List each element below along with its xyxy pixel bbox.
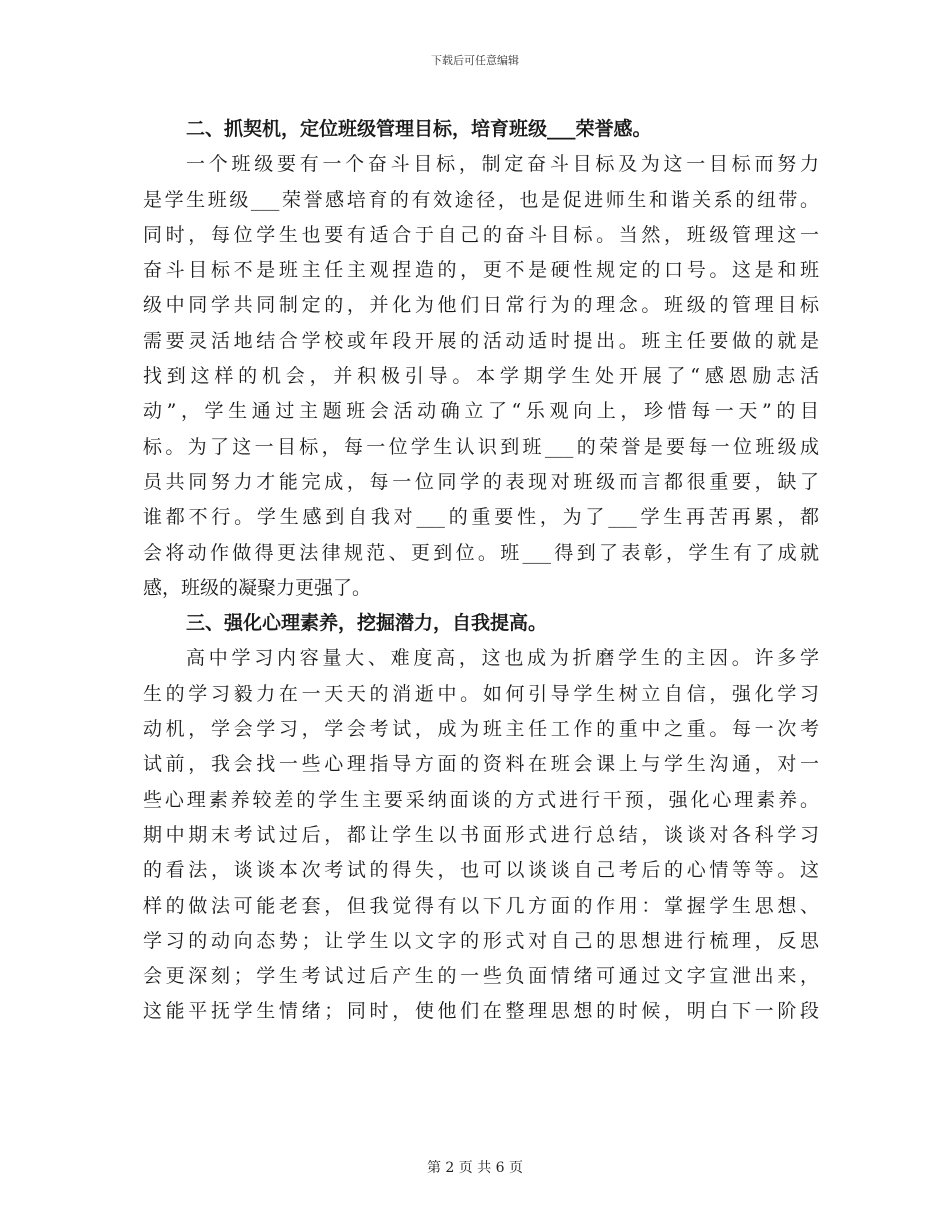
paragraph-line: 找到这样的机会，并积极引导。本学期学生处开展了“感恩励志活 [143, 365, 819, 388]
paragraph-line: 期中期末考试过后，都让学生以书面形式进行总结，谈谈对各科学习 [143, 823, 819, 846]
document-body [143, 112, 819, 1030]
paragraph-line: 会更深刻；学生考试过后产生的一些负面情绪可通过文字宣泄出来， [143, 965, 819, 988]
paragraph-line: 学习的动向态势；让学生以文字的形式对自己的思想进行梳理，反思 [143, 929, 819, 952]
paragraph-line: 些心理素养较差的学生主要采纳面谈的方式进行干预，强化心理素养。 [143, 788, 819, 811]
paragraph-line: 生的学习毅力在一天天的消逝中。如何引导学生树立自信，强化学习 [143, 682, 819, 705]
paragraph-line: 会将动作做得更法律规范、更到位。班___得到了表彰，学生有了成就 [143, 541, 819, 564]
paragraph-line: 动”，学生通过主题班会活动确立了“乐观向上，珍惜每一天”的目 [143, 400, 819, 423]
paragraph-line: 员共同努力才能完成，每一位同学的表现对班级而言都很重要，缺了 [143, 470, 819, 493]
section-heading-2: 二、抓契机，定位班级管理目标，培育班级___荣誉感。 [186, 118, 652, 140]
section-heading-3: 三、强化心理素养，挖掘潜力，自我提高。 [186, 612, 548, 635]
paragraph-line: 感，班级的凝聚力更强了。 [143, 576, 372, 599]
paragraph-line: 试前，我会找一些心理指导方面的资料在班会课上与学生沟通，对一 [143, 753, 819, 776]
paragraph-line: 是学生班级___荣誉感培育的有效途径，也是促进师生和谐关系的纽带。 [143, 188, 819, 211]
paragraph-line: 需要灵活地结合学校或年段开展的活动适时提出。班主任要做的就是 [143, 329, 819, 352]
page-header: 下载后可任意编辑 [431, 54, 519, 67]
paragraph-line: 高中学习内容量大、难度高，这也成为折磨学生的主因。许多学 [186, 647, 819, 670]
paragraph-line: 奋斗目标不是班主任主观捏造的，更不是硬性规定的口号。这是和班 [143, 259, 819, 282]
paragraph-line: 的看法，谈谈本次考试的得失，也可以谈谈自己考后的心情等等。这 [143, 859, 819, 882]
paragraph-line: 动机，学会学习，学会考试，成为班主任工作的重中之重。每一次考 [143, 718, 819, 741]
paragraph-line: 标。为了这一目标，每一位学生认识到班___的荣誉是要每一位班级成 [143, 435, 819, 458]
paragraph-line: 这能平抚学生情绪；同时，使他们在整理思想的时候，明白下一阶段 [143, 1000, 819, 1023]
paragraph-line: 同时，每位学生也要有适合于自己的奋斗目标。当然，班级管理这一 [143, 223, 819, 246]
paragraph-line: 一个班级要有一个奋斗目标，制定奋斗目标及为这一目标而努力 [186, 153, 819, 176]
page-number: 第 2 页 共 6 页 [426, 1160, 524, 1176]
paragraph-line: 谁都不行。学生感到自我对___的重要性，为了___学生再苦再累，都 [143, 506, 819, 529]
paragraph-line: 级中同学共同制定的，并化为他们日常行为的理念。班级的管理目标 [143, 294, 819, 317]
paragraph-line: 样的做法可能老套，但我觉得有以下几方面的作用：掌握学生思想、 [143, 894, 819, 917]
